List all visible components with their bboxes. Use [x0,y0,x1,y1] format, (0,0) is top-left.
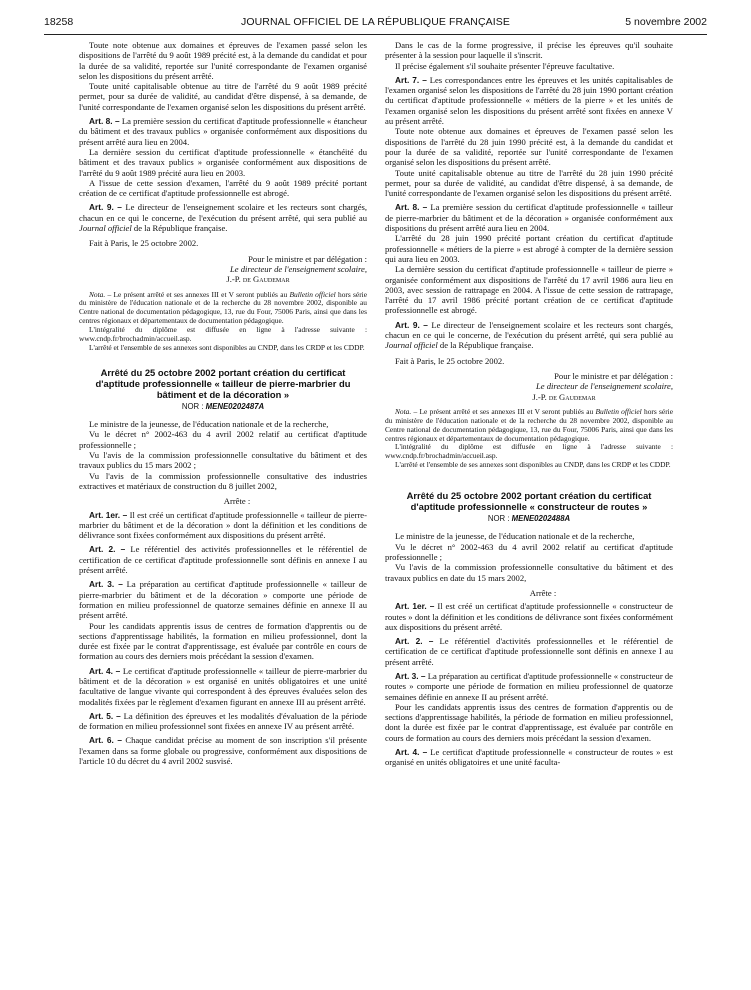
article-text: de la République française. [131,223,228,234]
nota-paragraph: L'arrêté et l'ensemble de ses annexes sont disponibles au CNDP, dans les CRDP et les CDDP. [395,460,671,470]
article-text: Le référentiel des activités professionnelles et le référentiel de certification de ce certificat d'aptitude professionnelle sont définis en annexe I au présent arrêté. [79,544,367,576]
article-label: Art. 3. – [395,671,426,681]
signature-delegation: Pour le ministre et par délégation : [248,253,367,264]
article-label: Art. 2. – [395,636,434,647]
paragraph: Dans le cas de la forme progressive, il précise les épreuves qu'il souhaite présenter à la session pour laquelle il s'inscrit. [385,40,673,61]
article-text: Le certificat d'aptitude professionnelle « tailleur de pierre-marbrier du bâtiment et de la décoration » est organisé en unités obligatoires et une unité facultative de langue vivante qui correspondent à des épreuves évaluées selon des modalités fixées par le règlement d'examen figurant en annexe III au présent arrêté. [79,665,367,707]
page-number: 18258 [44,16,74,28]
article-text: Il est créé un certificat d'aptitude professionnelle « tailleur de pierre-marbrier du bâtiment et de la décoration » dont la définition et les conditions de délivrance sont fixées conformément aux dispositions du présent arrêté. [79,509,367,541]
article-text: Le certificat d'aptitude professionnelle « constructeur de routes » est organisé en unités obligatoires et une unité faculta- [385,747,674,768]
nota-text: – Le présent arrêté et ses annexes III et V seront publiés au [411,406,596,416]
visa: Vu le décret n° 2002-463 du 4 avril 2002 relatif au certificat d'aptitude professionnelle ; [79,429,367,450]
article-text: La définition des épreuves et les modalités d'évaluation de la période de formation en milieu professionnel sont fixées en annexe IV au présent arrêté. [79,710,367,732]
visa: Vu l'avis de la commission professionnelle consultative du bâtiment et des travaux publics du 15 mars 2002 ; [79,450,367,471]
nota-paragraph [79,291,367,327]
article-9 [79,202,367,233]
signature-name: J.-P. de Gaudemar [532,391,596,402]
nota-block [79,291,367,353]
article-3 [79,579,367,620]
paragraph: A l'issue de cette session d'examen, l'arrêté du 9 août 1989 précité portant création de ce certificat d'aptitude professionnelle est abrogé. [79,177,367,199]
article-label: Art. 1er. – [89,509,128,520]
article-text: Il est créé un certificat d'aptitude professionnelle « constructeur de routes » dont la définition et les conditions de délivrance sont fixées conformément aux dispositions du présent arrêté. [385,601,673,632]
nor-reference [79,402,367,412]
article-label: Art. 7. – [395,74,427,85]
signature-title: Le directeur de l'enseignement scolaire, [230,263,367,274]
paragraph: Pour les candidats apprentis issus des centres de formation d'apprentis ou de sections d'apprentissage habilités, la période de formation en milieu professionnel, dont la durée est fixée par le contrat d'apprentissage, est évaluée par contrôle en cours de formation au cours des derniers mois précédant la session d'examen. [385,701,673,743]
nota-text: hors série du ministère de l'éducation nationale et de la recherche du 28 novembre 2002, disponible au Centre national de documentation pédagogique, 13, rue du Four, 75006 Paris, ainsi que dans les centres régionaux et départementaux de documentation pédagogique. [385,406,674,443]
article-2 [385,636,673,667]
nota-paragraph: L'intégralité du diplôme est diffusée en ligne à l'adresse suivante : www.cndp.fr/brochadmin/accueil.asp. [385,442,673,461]
arrete-heading: Arrête : [223,496,251,507]
article-text: Le directeur de l'enseignement scolaire et les recteurs sont chargés, chacun en ce qui le concerne, de l'exécution du présent arrêté, qui sera publié au [385,319,674,341]
paragraph: Il précise également s'il souhaite présenter l'épreuve facultative. [395,60,615,71]
article-label: Art. 6. – [89,735,122,746]
visa: Vu l'avis de la commission professionnelle consultative des industries extractives et matériaux de construction du 8 juillet 2002, [79,470,367,491]
article-7 [385,75,673,126]
signature-title: Le directeur de l'enseignement scolaire, [536,381,673,392]
article-6 [79,735,367,766]
nota-text: – Le présent arrêté et ses annexes III et V seront publiés au [105,289,290,299]
nor-code: MENE0202487A [205,401,265,411]
nor-reference [385,514,673,524]
nor-code: MENE0202488A [511,514,571,524]
decree-title: Arrêté du 25 octobre 2002 portant création du certificat d'aptitude professionnelle « tailleur de pierre-marbrier du bâtiment et de la décoration » [95,366,351,400]
bulletin-officiel-ref: Bulletin officiel [289,289,336,299]
article-2 [79,544,367,575]
signature-name: J.-P. de Gaudemar [226,274,290,285]
article-text: de la République française. [437,340,534,351]
journal-officiel-ref: Journal officiel [385,340,438,351]
visa: Vu l'avis de la commission professionnelle consultative du bâtiment et des travaux publics en date du 15 mars 2002, [385,562,673,583]
article-label: Art. 4. – [89,665,121,676]
nor-label: NOR : [181,401,206,411]
decree-title: Arrêté du 25 octobre 2002 portant création du certificat d'aptitude professionnelle « constructeur de routes » [406,490,652,513]
header-rule [44,34,707,35]
visa: Le ministre de la jeunesse, de l'éducation nationale et de la recherche, [89,419,329,430]
bulletin-officiel-ref: Bulletin officiel [595,406,642,416]
nota-label: Nota. [395,406,412,416]
visa: Vu le décret n° 2002-463 du 4 avril 2002 relatif au certificat d'aptitude professionnelle ; [385,541,673,563]
article-text: La préparation au certificat d'aptitude professionnelle « tailleur de pierre-marbrier du bâtiment et de la décoration » comporte une période de formation en milieu professionnel de quatorze semaines définie en annexe II au présent arrêté. [79,579,368,621]
nota-paragraph: L'intégralité du diplôme est diffusée en ligne à l'adresse suivante : www.cndp.fr/brochadmin/accueil.asp. [79,325,367,344]
nota-paragraph [385,408,673,444]
nota-block [385,408,673,470]
article-3 [385,671,673,702]
signature-place-date: Fait à Paris, le 25 octobre 2002. [89,238,199,249]
nor-label: NOR : [487,514,512,524]
paragraph: La dernière session du certificat d'aptitude professionnelle « étanchéité du bâtiment et des travaux publics » organisée conformément aux dispositions de l'arrêté du 9 août 1989 précité aura lieu en 2003. [79,146,367,178]
article-label: Art. 4. – [395,747,428,758]
article-text: Les correspondances entre les épreuves et les unités capitalisables de l'examen organisé selon les dispositions de l'arrêté du 28 juin 1990 portant création du certificat d'aptitude professionnelle « métiers de la pierre » et les unités de l'examen organisé selon les dispositions du présent arrêté sont fixées en annexe V au présent arrêté. [385,74,673,127]
article-label: Art. 1er. – [395,601,435,612]
article-4 [385,747,673,768]
issue-date: 5 novembre 2002 [625,16,707,28]
article-label: Art. 8. – [89,116,120,127]
paragraph: Toute unité capitalisable obtenue au titre de l'arrêté du 9 août 1989 précité permet, pour sa durée de validité, au candidat d'être dispensé, à sa demande, de l'unité correspondante de l'examen organisé selon les dispositions du présent arrêté. [79,81,367,112]
article-9 [385,320,673,351]
article-text: Chaque candidat précise au moment de son inscription s'il présente l'examen dans sa forme globale ou progressive, conformément aux dispositions de l'article 10 du décret du 4 avril 2002 susvisé. [79,735,367,767]
nota-label: Nota. [89,289,106,299]
article-text: La préparation au certificat d'aptitude professionnelle « constructeur de routes » comporte une période de formation en milieu professionnel de quatorze semaines définie en annexe II au présent arrêté. [385,671,673,702]
article-1 [385,601,673,632]
visa: Le ministre de la jeunesse, de l'éducation nationale et de la recherche, [395,531,635,542]
nota-paragraph: L'arrêté et l'ensemble de ses annexes sont disponibles au CNDP, dans les CRDP et les CDDP. [89,342,365,352]
article-8 [385,202,673,233]
article-label: Art. 9. – [89,202,122,213]
article-text: Le directeur de l'enseignement scolaire et les recteurs sont chargés, chacun en ce qui le concerne, de l'exécution du présent arrêté, qui sera publié au [79,202,368,223]
signature-delegation: Pour le ministre et par délégation : [554,370,673,381]
article-text: La première session du certificat d'aptitude professionnelle « tailleur de pierre-marbrier du bâtiment et de la décoration » organisée conformément aux dispositions du présent arrêté aura lieu en 2004. [385,202,674,234]
left-column [79,40,367,766]
nota-text: hors série du ministère de l'éducation nationale et de la recherche du 28 novembre 2002, disponible au Centre national de documentation pédagogique, 13, rue du Four, 75006 Paris, ainsi que dans les centres régionaux et départementaux de documentation pédagogique. [79,289,368,326]
paragraph: La dernière session du certificat d'aptitude professionnelle « tailleur de pierre » organisée conformément aux dispositions de l'arrêté du 17 avril 1986 aura lieu en 2003, avec session de rattrapage en 2004. A l'issue de cette session de rattrapage, l'arrêté du 17 avril 1986 précité portant création de ce certificat d'aptitude professionnelle est abrogé. [385,264,673,316]
paragraph: L'arrêté du 28 juin 1990 précité portant création du certificat d'aptitude professionnelle « métiers de la pierre » est abrogé à compter de la dernière session qui aura lieu en 2003. [385,233,673,264]
paragraph: Toute note obtenue aux domaines et épreuves de l'examen passé selon les dispositions de l'arrêté du 28 juin 1990 précité est, à la demande du candidat et pour la durée de sa validité, reportée sur l'unité correspondante de l'examen organisé selon les dispositions du présent arrêté. [385,126,673,168]
article-text: La première session du certificat d'aptitude professionnelle « étancheur du bâtiment et des travaux publics » organisée conformément aux dispositions du présent arrêté aura lieu en 2004. [79,116,367,147]
article-4 [79,666,367,707]
journal-officiel-ref: Journal officiel [79,223,132,234]
paragraph: Toute unité capitalisable obtenue au titre de l'arrêté du 28 juin 1990 précité permet, pour sa durée de validité, au candidat d'être dispensé, à sa demande, de l'unité correspondante de l'examen organisé selon les dispositions du présent arrêté. [385,167,673,199]
signature-place-date: Fait à Paris, le 25 octobre 2002. [395,355,505,366]
paragraph: Toute note obtenue aux domaines et épreuves de l'examen passé selon les dispositions de l'arrêté du 9 août 1989 précité est, à la demande du candidat et pour la durée de sa validité, reportée sur l'unité correspondante de l'examen organisé selon les dispositions du présent arrêté. [79,40,367,81]
article-label: Art. 9. – [395,319,428,330]
arrete-heading: Arrête : [529,587,557,598]
paragraph: Pour les candidats apprentis issus de centres de formation d'apprentis ou de sections d'apprentissage habilités, la formation en milieu professionnel, dont la durée est fixée par le contrat d'apprentissage, est évaluée par contrôle en cours de formation au cours des derniers mois précédant la session d'examen. [79,620,367,662]
article-label: Art. 3. – [89,579,123,590]
right-column [385,40,673,768]
article-1 [79,510,367,541]
article-label: Art. 5. – [89,710,121,721]
page-header [44,16,707,30]
article-text: Le référentiel d'activités professionnelles et le référentiel de certification de ce certificat d'aptitude professionnelle sont définis en annexe I au présent arrêté. [385,636,673,667]
article-label: Art. 8. – [395,202,428,213]
article-5 [79,711,367,732]
article-8 [79,116,367,147]
article-label: Art. 2. – [89,544,126,555]
journal-title: JOURNAL OFFICIEL DE LA RÉPUBLIQUE FRANÇAISE [241,16,510,28]
